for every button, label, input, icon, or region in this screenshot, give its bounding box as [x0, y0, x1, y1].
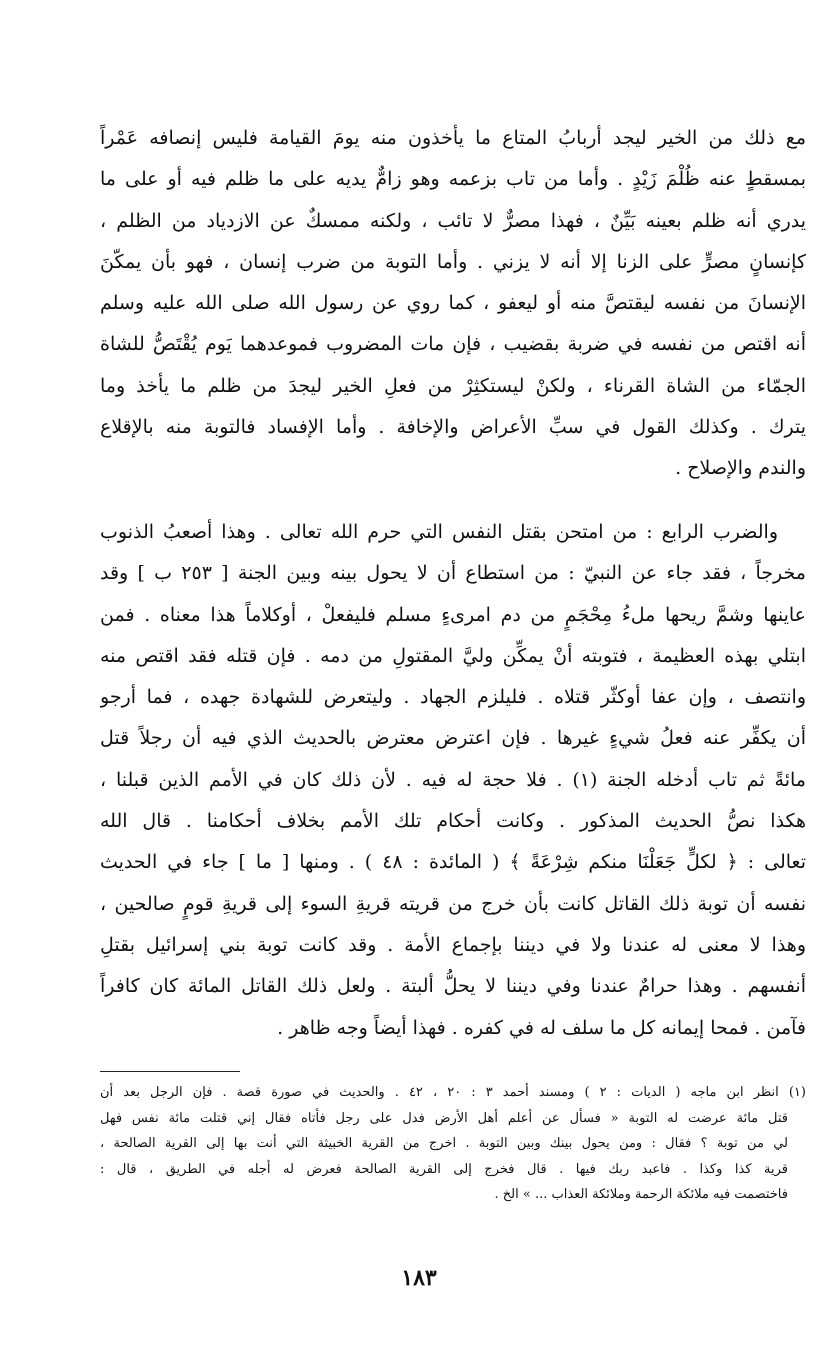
footnotes: [100, 1080, 806, 1208]
text-line: عاينها وشمَّ ريحها ملءُ مِحْجَمٍ من دم امرىءٍ مسلم فليفعلْ ، أوكلاماً هذا معناه . فمن: [100, 603, 806, 626]
text-line: كإنسانٍ مصرٍّ على الزنا إلا أنه لا يزني . وأما التوبة من ضرب إنسان ، فهو بأن يمكّنَ: [100, 250, 806, 273]
text-line: الجمّاء من الشاة القرناء ، ولكنْ ليستكثِرْ من فعلِ الخير ليجدَ من ظلم ما يأخذ وما: [100, 374, 806, 397]
text-line: أنفسهم . وهذا حرامٌ عندنا وفي ديننا لا يحلُّ ألبتة . ولعل ذلك القاتل المائة كان كافراً: [100, 975, 806, 998]
paragraph-2: [100, 512, 806, 1049]
text-line: مائةً ثم تاب أدخله الجنة (١) . فلا حجة له فيه . لأن ذلك كان في الأمم الذين قبلنا ،: [100, 768, 806, 791]
footnote-line: فاختصمت فيه ملائكة الرحمة وملائكة العذاب ... » الخ .: [494, 1187, 788, 1202]
footnote-line: (١) انظر ابن ماجه ( الديات : ٢ ) ومسند أحمد ٣ : ٢٠ ، ٤٢ . والحديث في صورة قصة . فإن الرجل بعد أن: [100, 1085, 806, 1100]
text-line: يدري أنه ظلم بعينه بَيِّنٌ ، فهذا مصرٌّ لا تائب ، ولكنه ممسكٌ عن الازدياد من الظلم ،: [100, 209, 806, 232]
text-line: أن يكفِّر عنه فعلُ شيءٍ غيرها . فإن اعترض معترض بالحديث الذي فيه أن رجلاً قتل: [100, 727, 806, 750]
footnote-divider: [100, 1071, 240, 1072]
text-line: فآمن . فمحا إيمانه كل ما سلف له في كفره . فهذا أيضاً وجه ظاهر .: [277, 1016, 806, 1039]
text-line: بمسقطٍ عنه ظُلْمَ زَيْدٍ . وأما من تاب بزعمه وهو زامٌّ يديه على ما ظلم فيه أو على ما: [100, 168, 806, 191]
text-line: وهذا لا معنى له عندنا ولا في ديننا بإجماع الأمة . وقد كانت توبة بني إسرائيل بقتلِ: [100, 933, 806, 956]
text-line: أنه اقتص من نفسه في ضربة بقضيب ، فإن مات المضروب فموعدهما يَوم يُقْتَصُّ للشاة: [100, 333, 806, 356]
footnote-line: قرية كذا وكذا . فاعبد ربك فيها . قال فخرج إلى القرية الصالحة فعرض له أجله في الطريق ، قال :: [100, 1161, 788, 1177]
text-line: وانتصف ، وإن عفا أوكثّر قتلاه . فليلزم الجهاد . وليتعرض للشهادة جهده ، فما أرجو: [100, 686, 806, 709]
text-line: الإنسانَ من نفسه ليقتصَّ منه أو ليعفو ، كما روي عن رسول الله صلى الله عليه وسلم: [100, 292, 806, 315]
paragraph-1: [100, 118, 806, 490]
text-line: ابتلي بهذه العظيمة ، فتوبته أنْ يمكِّن وليَّ المقتولِ من دمه . فإن قتله فقد اقتص منه: [100, 644, 806, 667]
text-line: مع ذلك من الخير ليجد أربابُ المتاع ما يأخذون منه يومَ القيامة فليس إنصافه عَمْراً: [100, 127, 806, 149]
text-line: مخرجاً ، فقد جاء عن النبيّ : من استطاع أن لا يحول بينه وبين الجنة [ ٢٥٣ ب ] وقد: [100, 562, 806, 585]
text-line: والضرب الرابع : من امتحن بقتل النفس التي حرم الله تعالى . وهذا أصعبُ الذنوب: [100, 521, 778, 543]
footnote-line: قتل مائة عرضت له التوبة « فسأل عن أعلم أهل الأرض فدل على رجل فأتاه فقال إني قتلت مائة نفس فهل: [100, 1110, 788, 1126]
text-line: والندم والإصلاح .: [675, 457, 806, 480]
text-line: يترك . وكذلك القول في سبِّ الأعراض والإخافة . وأما الإفساد فالتوبة منه بالإقلاع: [100, 416, 806, 439]
text-line: نفسه أن توبة ذلك القاتل كانت بأن خرج من قريته قريةِ السوء إلى قريةِ قومٍ صالحين ،: [100, 892, 806, 915]
text-line: هكذا نصُّ الحديث المذكور . وكانت أحكام تلك الأمم بخلاف أحكامنا . قال الله: [100, 810, 806, 833]
text-line: تعالى : ﴿ لكلٍّ جَعَلْنَا منكم شِرْعَةً ﴾ ( المائدة : ٤٨ ) . ومنها [ ما ] جاء في الحديث: [100, 851, 806, 874]
page-number: ١٨٣: [401, 1265, 437, 1291]
footnote-line: لي من توبة ؟ فقال : ومن يحول بينك وبين التوبة . اخرج من القرية الخبيثة التي أنت بها إلى القرية الصالحة ،: [100, 1136, 788, 1151]
